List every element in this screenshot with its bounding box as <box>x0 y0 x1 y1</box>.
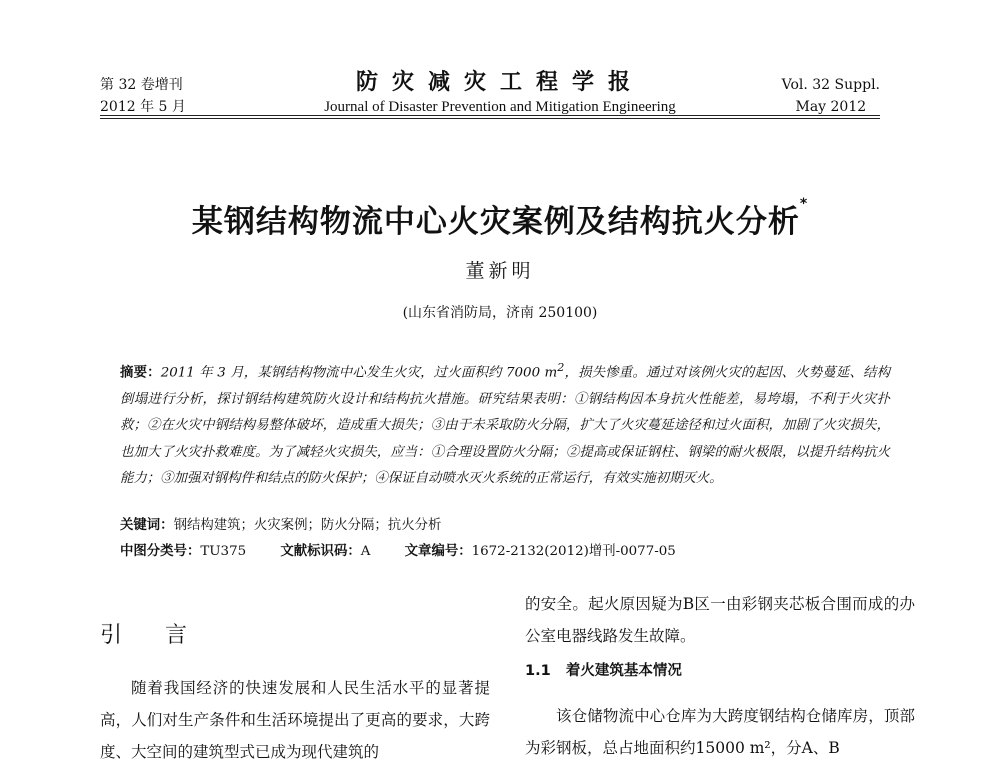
doc-code-label: 文献标识码： <box>280 544 361 559</box>
keywords-label: 关键词： <box>120 518 174 533</box>
volume-en: Vol. 32 Suppl. <box>781 77 880 93</box>
clc-group <box>120 544 246 559</box>
clc-value: TU375 <box>200 544 247 559</box>
article-title-text: 某钢结构物流中心火灾案例及结构抗火分析 <box>191 204 800 240</box>
keywords-text: 钢结构建筑；火灾案例；防火分隔；抗火分析 <box>173 518 442 533</box>
classification-line <box>120 540 706 559</box>
volume-cn: 第 32 卷增刊 <box>100 77 183 93</box>
journal-title-en: Journal of Disaster Prevention and Mitigation Engineering <box>324 99 676 115</box>
right-paragraph-2: 该仓储物流中心仓库为大跨度钢结构仓储库房，顶部为彩钢板，总占地面积约15000 m²，分A、B <box>525 707 915 757</box>
abstract-text-a: 2011 年 3 月，某钢结构物流中心发生火灾，过火面积约 7000 m <box>160 365 558 381</box>
journal-title-cn: 防灾减灾工程学报 <box>355 69 644 95</box>
intro-paragraph: 随着我国经济的快速发展和人民生活水平的显著提高，人们对生产条件和生活环境提出了更高的要求，大跨度、大空间的建筑型式已成为现代建筑的 <box>100 679 490 761</box>
header-volume-date-en <box>782 74 880 118</box>
title-footnote-mark: * <box>799 196 809 212</box>
subsection-heading <box>525 659 682 680</box>
doc-code-value: A <box>360 544 371 559</box>
author-affiliation: (山东省消防局，济南 250100) <box>402 305 598 321</box>
article-title <box>0 196 1000 241</box>
date-en: May 2012 <box>795 99 867 115</box>
article-number-label: 文章编号： <box>404 544 472 559</box>
right-paragraph-1: 的安全。起火原因疑为B区一由彩钢夹芯板合围而成的办公室电器线路发生故障。 <box>525 595 915 645</box>
article-number-value: 1672-2132(2012)增刊-0077-05 <box>471 544 676 559</box>
date-cn: 2012 年 5 月 <box>100 99 186 115</box>
subsection-number: 1.1 <box>525 663 551 679</box>
intro-heading: 引 言 <box>100 623 205 648</box>
doc-code-group <box>280 544 370 559</box>
abstract-text-b: ，损失惨重。通过对该例火灾的起因、火势蔓延、结构倒塌进行分析，探讨钢结构建筑防火设计和结构抗火措施。研究结果表明：①钢结构因本身抗火性能差，易垮塌，不利于火灾扑救；②在火灾中钢结构易整体破坏，造成重大损失；③由于未采取防火分隔，扩大了火灾蔓延途径和过火面积，加剧了火灾损失，也加大了火灾扑救难度。为了减轻火灾损失，应当：①合理设置防火分隔；②提高或保证钢柱、钢梁的耐火极限，以提升结构抗火能力；③加强对钢构件和结点的防火保护；④保证自动喷水灭火系统的正常运行，有效实施初期灭火。 <box>120 365 891 487</box>
keywords <box>120 514 441 533</box>
header-rule-bottom <box>100 118 880 119</box>
article-number-group <box>405 544 676 559</box>
abstract <box>120 355 890 493</box>
clc-label: 中图分类号： <box>120 544 201 559</box>
abstract-label: 摘要： <box>120 365 161 381</box>
abstract-sup: 2 <box>557 361 565 374</box>
header-rule-top <box>100 115 880 116</box>
author-name: 董新明 <box>465 260 535 282</box>
subsection-title: 着火建筑基本情况 <box>565 663 682 679</box>
